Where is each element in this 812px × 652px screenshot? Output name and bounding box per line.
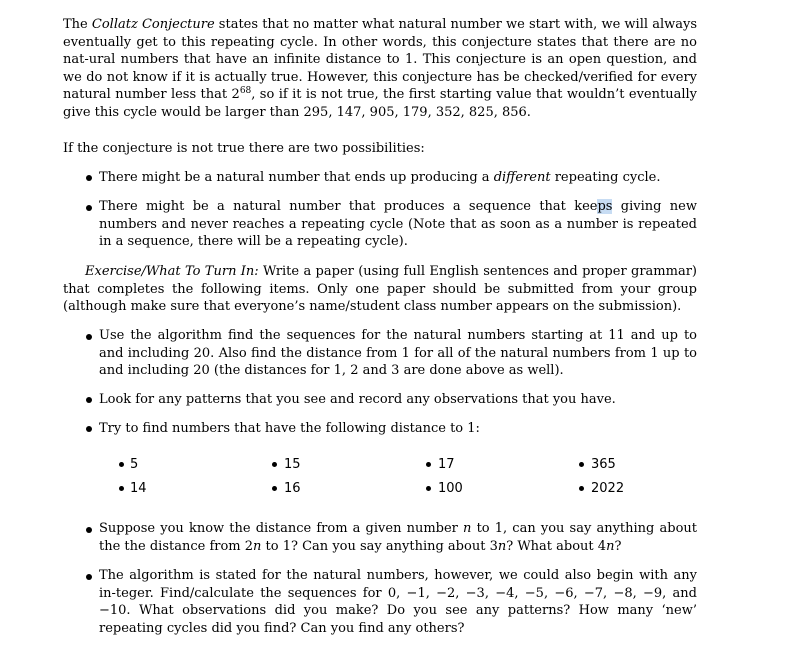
possibility-2-end: giving new numbers and never reaches a repeating cycle (Note that as soon as a number is repeated in a sequence, there will be a repeating cycle). [99,199,698,249]
sub-bullet-icon [579,486,584,491]
bullet-icon [86,397,92,403]
exercise-item-sequences: Use the algorithm find the sequences for the natural numbers starting at 11 and up to and including 20. Also find the distance from 1 for all of the natural numbers from 1 up to and including 20 (the distances for 1, 2 and 3 are done above as well). [99,328,697,378]
exercise-item-patterns: Look for any patterns that you see and record any observations that you have. [99,392,616,407]
exercise-item-distance: Try to find numbers that have the following distance to 1: [99,421,480,436]
distance-value: 17 [438,457,455,472]
intro-text-start: The [63,17,92,32]
sub-bullet-icon [119,462,124,467]
sub-bullet-icon [579,462,584,467]
var-n: n [463,521,472,536]
scaling-text-c: to 1? Can you say anything about 3 [261,538,498,554]
scaling-text-e: ? [614,538,622,554]
scaling-text-a: Suppose you know the distance from a given number [99,521,464,536]
exercise-label: Exercise/What To Turn In: [85,264,259,279]
distance-value: 16 [284,481,301,496]
var-n: n [606,538,615,554]
sub-bullet-icon [119,486,124,491]
scaling-text-d: ? What about 4 [506,538,607,554]
distance-value: 100 [438,481,463,496]
distance-value: 365 [591,457,616,472]
text-selection-highlight: ps [597,199,613,214]
possibility-1-end: repeating cycle. [550,170,661,185]
sub-bullet-icon [272,462,277,467]
bullet-icon [86,574,92,580]
distance-value: 14 [130,481,147,496]
emphasis-different: different [493,170,551,185]
intro-text-end: , so if it is not true, the first starting value that wouldn’t eventually give this cycle would be larger than 295, 147, 905, 179, 352, 825, 856. [63,87,697,120]
bullet-icon [86,334,92,340]
var-n: n [253,538,262,554]
possibilities-lead: If the conjecture is not true there are two possibilities: [63,141,425,156]
exercise-item-integers: The algorithm is stated for the natural numbers, however, we could also begin with any in-teger. Find/calculate the sequences for 0, −1, −2, −3, −4, −5, −6, −7, −8, −9, and −10. What observations did you make? Do you see any patterns? How many ‘new’ repeating cycles did you find? Can you find any others? [99,568,697,636]
scaling-text-b: to 1, can you say anything about the the distance from 2 [99,521,698,554]
intro-paragraph [63,16,697,121]
sub-bullet-icon [272,486,277,491]
possibility-1-text: There might be a natural number that ends up producing a [99,170,494,185]
exponent: 68 [239,86,252,96]
bullet-icon [86,527,92,533]
var-n: n [497,538,507,554]
intro-text-middle: states that no matter what natural number we start with, we will always eventually get to this repeating cycle. In other words, this conjecture states that there are no nat-ural numbers that have an infinite distance to 1. This conjecture is an open question, and we do not know if it is actually true. However, this conjecture has be checked/verified for every natural number less that 2 [63,17,697,102]
exercise-text: Write a paper (using full English sentences and proper grammar) that completes the following items. Only one paper should be submitted from your group (although make sure that everyone’s name/student class number appears on the submission). [63,264,697,314]
bullet-icon [86,205,92,211]
distance-value: 5 [130,457,139,472]
bullet-icon [86,175,92,181]
possibility-2-text: There might be a natural number that produces a sequence that kee [99,199,598,214]
collatz-term: Collatz Conjecture [91,17,215,32]
exercise-item-scaling [99,520,697,555]
bullet-icon [86,426,92,432]
sub-bullet-icon [426,462,431,467]
sub-bullet-icon [426,486,431,491]
exercise-paragraph [63,263,697,316]
possibility-no-cycle [99,198,697,251]
possibility-different-cycle [99,169,697,187]
distance-value: 2022 [591,481,625,496]
distance-value: 15 [284,457,301,472]
